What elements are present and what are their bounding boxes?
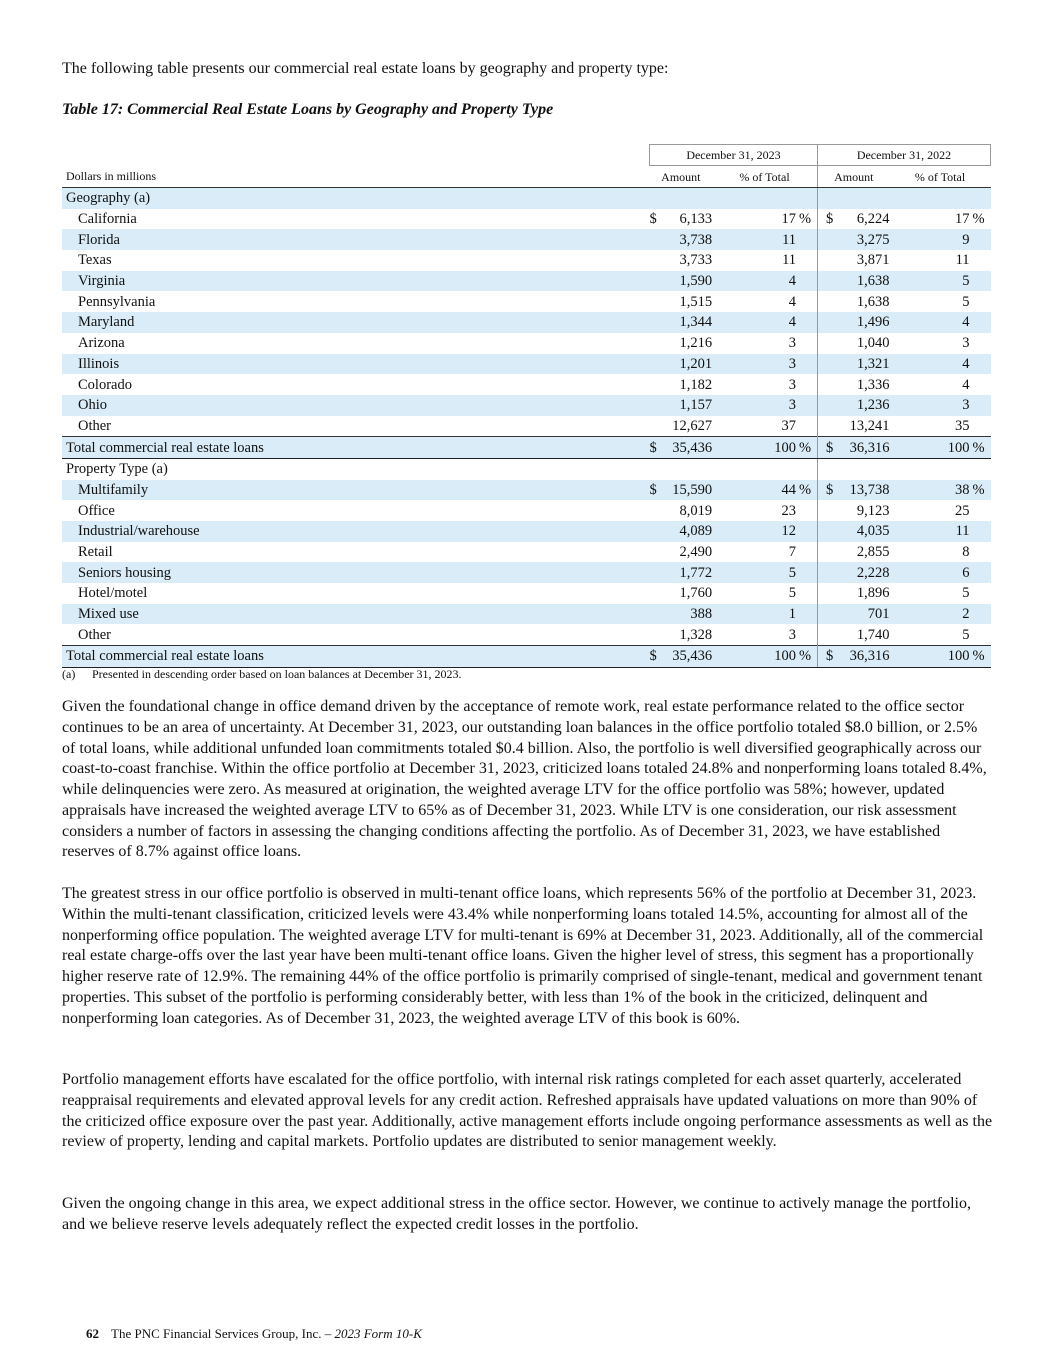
empty-cell — [712, 188, 796, 209]
empty-cell — [850, 188, 890, 209]
empty-cell — [970, 458, 991, 479]
empty-cell — [817, 188, 849, 209]
percent-symbol: % — [972, 211, 985, 228]
pct-2023: 4 — [788, 293, 797, 310]
percent-symbol — [970, 542, 991, 563]
pct-2022: 2 — [890, 604, 970, 625]
percent-symbol — [796, 521, 817, 542]
amount-2023: 1,760 — [679, 585, 713, 602]
footer-company: The PNC Financial Services Group, Inc. – — [111, 1326, 332, 1341]
row-label: Arizona — [78, 335, 125, 352]
row-label: Florida — [62, 229, 650, 250]
pct-2022: 4 — [890, 354, 970, 375]
amount-2022: 13,738 — [850, 480, 890, 501]
percent-symbol — [970, 521, 991, 542]
pct-2022: 8 — [962, 544, 970, 561]
empty-cell — [890, 188, 970, 209]
percent-symbol — [796, 229, 817, 250]
row-label: Maryland — [62, 312, 650, 333]
percent-symbol — [796, 312, 817, 333]
currency-symbol — [817, 354, 849, 375]
pct-2023: 100 — [712, 437, 796, 459]
amount-2023: 3,733 — [679, 252, 713, 269]
footer-form: 2023 Form 10-K — [334, 1326, 422, 1341]
currency-symbol — [650, 354, 670, 375]
currency-symbol — [650, 374, 670, 395]
amount-2023: 12,627 — [672, 417, 713, 434]
amount-2023: 6,133 — [679, 211, 713, 228]
currency-symbol — [650, 395, 670, 416]
currency-symbol: $ — [650, 646, 670, 668]
percent-symbol — [796, 374, 817, 395]
currency-symbol — [817, 500, 849, 521]
table-title: Table 17: Commercial Real Estate Loans by Geography and Property Type — [62, 101, 554, 118]
table-row — [62, 624, 991, 645]
amount-2023: 35,436 — [669, 437, 712, 459]
pct-2022: 11 — [955, 252, 970, 269]
percent-symbol — [970, 583, 991, 604]
amount-2023: 1,182 — [679, 376, 713, 393]
amount-2022: 1,236 — [850, 395, 890, 416]
amount-2022: 3,871 — [856, 252, 890, 269]
amount-2022: 6,224 — [856, 211, 890, 228]
currency-symbol — [650, 229, 670, 250]
pct-2022: 35 — [955, 417, 970, 434]
currency-symbol — [817, 229, 849, 250]
amount-2023: 3,738 — [669, 229, 712, 250]
amount-2023: 1,590 — [669, 271, 712, 292]
percent-symbol: % — [970, 646, 991, 668]
currency-symbol — [817, 583, 849, 604]
pct-2022: 3 — [962, 335, 970, 352]
currency-symbol: $ — [649, 211, 657, 228]
row-label: Seniors housing — [62, 562, 650, 583]
amount-2023: 1,515 — [679, 293, 713, 310]
amount-2022: 13,241 — [849, 417, 890, 434]
percent-symbol: % — [799, 211, 812, 228]
intro-text: The following table presents our commercial real estate loans by geography and property type: — [62, 60, 669, 77]
page-footer — [86, 1326, 422, 1342]
units-label: Dollars in millions — [62, 166, 650, 188]
pct-2022: 5 — [890, 271, 970, 292]
row-label: Multifamily — [62, 480, 650, 501]
amount-2022: 1,040 — [856, 335, 890, 352]
row-label: Other — [78, 626, 112, 643]
amount-2023: 1,344 — [669, 312, 712, 333]
percent-symbol — [796, 333, 817, 354]
table-row — [62, 500, 991, 521]
paragraph: Portfolio management efforts have escalated for the office portfolio, with internal risk ratings completed for each asset quarterly, accelerated reappraisal requirements and elevated approval levels for any credit action. Refreshed appraisals have updated valuations on more than 90% of the criticized office exposure over the past year. Additionally, active management efforts include ongoing performance assessments as well as the review of property, lending and capital markets. Portfolio updates are distributed to senior management weekly. — [62, 1071, 993, 1151]
currency-symbol — [817, 312, 849, 333]
pct-2022: 17 — [955, 211, 970, 228]
pct-2023: 3 — [788, 376, 797, 393]
empty-cell — [817, 458, 849, 479]
row-label: Industrial/warehouse — [62, 521, 650, 542]
pct-2023: 44 — [712, 480, 796, 501]
pct-2022-header: % of Total — [890, 166, 991, 188]
percent-symbol — [796, 271, 817, 292]
row-label: Pennsylvania — [78, 293, 156, 310]
row-label: Hotel/motel — [78, 585, 148, 602]
currency-symbol — [817, 542, 849, 563]
row-label: Texas — [78, 252, 112, 269]
amount-2023-header: Amount — [650, 166, 713, 188]
period-2023-header: December 31, 2023 — [650, 145, 818, 166]
percent-symbol — [970, 333, 991, 354]
paragraph: Given the foundational change in office demand driven by the acceptance of remote work, real estate performance related to the office sector continues to be an area of uncertainty. At December 31, 2023, our outstanding loan balances in the office portfolio totaled $8.0 billion, or 2.5% of total loans, while additional unfunded loan commitments totaled $0.4 billion. Also, the portfolio is well diversified geographically across our coast-to-coast franchise. Within the office portfolio at December 31, 2023, criticized loans totaled 24.8% and nonperforming loans totaled 8.4%, while delinquencies were zero. As measured at origination, the weighted average LTV for the office portfolio was 58%; however, updated appraisals have increased the weighted average LTV to 65% as of December 31, 2023. While LTV is one consideration, our risk assessment considers a number of factors in assessing the changing conditions affecting the portfolio. As of December 31, 2023, we have established reserves of 8.7% against office loans. — [62, 698, 987, 861]
pct-2023: 100 — [712, 646, 796, 668]
amount-2022: 4,035 — [850, 521, 890, 542]
footnote-text: Presented in descending order based on loan balances at December 31, 2023. — [92, 667, 462, 681]
table-row — [62, 604, 991, 625]
amount-2023: 8,019 — [679, 502, 713, 519]
currency-symbol — [817, 521, 849, 542]
pct-2022: 4 — [890, 312, 970, 333]
pct-2022: 6 — [890, 562, 970, 583]
pct-2022: 5 — [962, 585, 970, 602]
amount-2022: 2,228 — [850, 562, 890, 583]
currency-symbol — [817, 291, 849, 312]
table-row — [62, 291, 991, 312]
percent-symbol — [796, 291, 817, 312]
row-label: California — [78, 211, 137, 228]
percent-symbol — [970, 395, 991, 416]
percent-symbol — [796, 500, 817, 521]
row-label: Office — [78, 502, 115, 519]
table-row — [62, 395, 991, 416]
percent-symbol: % — [796, 437, 817, 459]
pct-2023: 4 — [712, 271, 796, 292]
pct-2022: 4 — [962, 376, 970, 393]
pct-2023: 17 — [781, 211, 797, 228]
empty-cell — [970, 188, 991, 209]
currency-symbol — [650, 271, 670, 292]
percent-symbol — [970, 312, 991, 333]
percent-symbol — [796, 395, 817, 416]
pct-2022: 5 — [962, 626, 970, 643]
table-row — [62, 229, 991, 250]
amount-2022: 1,896 — [856, 585, 890, 602]
row-label: Mixed use — [62, 604, 650, 625]
row-label: Illinois — [62, 354, 650, 375]
percent-symbol — [970, 291, 991, 312]
currency-symbol — [817, 271, 849, 292]
cre-loans-table — [62, 144, 991, 668]
pct-2023: 11 — [782, 252, 797, 269]
empty-cell — [669, 458, 712, 479]
currency-symbol — [650, 312, 670, 333]
total-row-geography — [62, 437, 991, 459]
amount-2023: 4,089 — [669, 521, 712, 542]
amount-2022: 2,855 — [856, 544, 890, 561]
currency-symbol — [817, 374, 849, 395]
pct-2023: 5 — [788, 585, 797, 602]
amount-2023: 1,201 — [669, 354, 712, 375]
row-label: Ohio — [62, 395, 650, 416]
amount-2022: 1,321 — [850, 354, 890, 375]
footnote — [62, 667, 462, 682]
empty-cell — [850, 458, 890, 479]
pct-2022: 11 — [890, 521, 970, 542]
table-row — [62, 480, 991, 501]
pct-2022: 3 — [890, 395, 970, 416]
table-row — [62, 209, 991, 230]
pct-2023: 37 — [781, 417, 797, 434]
pct-2022: 38 — [890, 480, 970, 501]
percent-symbol — [970, 250, 991, 271]
period-2022-header: December 31, 2022 — [817, 145, 990, 166]
table-row — [62, 354, 991, 375]
table-row — [62, 250, 991, 271]
currency-symbol: $ — [650, 437, 670, 459]
amount-2022: 9,123 — [856, 502, 890, 519]
currency-symbol — [817, 604, 849, 625]
amount-2023: 1,328 — [679, 626, 713, 643]
table-row — [62, 374, 991, 395]
currency-symbol — [650, 521, 670, 542]
pct-2023: 5 — [712, 562, 796, 583]
percent-symbol — [796, 250, 817, 271]
currency-symbol — [817, 250, 849, 271]
pct-2022: 100 — [890, 646, 970, 668]
pct-2022: 25 — [955, 502, 970, 519]
percent-symbol — [796, 562, 817, 583]
percent-symbol — [796, 354, 817, 375]
row-label: Virginia — [62, 271, 650, 292]
currency-symbol — [650, 624, 670, 645]
percent-symbol — [970, 354, 991, 375]
currency-symbol — [650, 583, 670, 604]
section-label: Geography (a) — [62, 188, 650, 209]
table-row — [62, 583, 991, 604]
percent-symbol — [796, 624, 817, 645]
table-row — [62, 562, 991, 583]
amount-2022: 36,316 — [850, 437, 890, 459]
percent-symbol: % — [796, 480, 817, 501]
percent-symbol — [970, 271, 991, 292]
currency-symbol — [650, 416, 670, 437]
percent-symbol — [970, 229, 991, 250]
amount-2023: 15,590 — [669, 480, 712, 501]
empty-cell — [796, 188, 817, 209]
currency-symbol — [817, 333, 849, 354]
pct-2023-header: % of Total — [712, 166, 817, 188]
amount-2022-header: Amount — [817, 166, 889, 188]
pct-2023: 3 — [712, 354, 796, 375]
amount-2022: 1,496 — [850, 312, 890, 333]
pct-2023: 4 — [712, 312, 796, 333]
currency-symbol: $ — [817, 437, 849, 459]
amount-2022: 701 — [850, 604, 890, 625]
percent-symbol — [796, 542, 817, 563]
currency-symbol: $ — [650, 480, 670, 501]
currency-symbol — [650, 542, 670, 563]
page-number: 62 — [86, 1326, 99, 1341]
percent-symbol — [970, 374, 991, 395]
table-row — [62, 416, 991, 437]
amount-2023: 1,216 — [679, 335, 713, 352]
section-geography — [62, 188, 991, 209]
row-label: Colorado — [78, 376, 132, 393]
percent-symbol — [796, 416, 817, 437]
percent-symbol: % — [970, 480, 991, 501]
currency-symbol: $ — [817, 209, 849, 230]
pct-2023: 23 — [781, 502, 797, 519]
amount-2022: 36,316 — [850, 646, 890, 668]
footnote-tag: (a) — [62, 667, 76, 681]
amount-2023: 2,490 — [679, 544, 713, 561]
percent-symbol — [970, 500, 991, 521]
currency-symbol — [650, 604, 670, 625]
pct-2023: 11 — [712, 229, 796, 250]
table-row — [62, 542, 991, 563]
currency-symbol — [650, 291, 670, 312]
percent-symbol — [970, 416, 991, 437]
table-header-periods — [62, 145, 991, 166]
empty-cell — [650, 458, 670, 479]
currency-symbol — [817, 395, 849, 416]
currency-symbol — [650, 333, 670, 354]
pct-2022: 9 — [890, 229, 970, 250]
paragraph: The greatest stress in our office portfolio is observed in multi-tenant office loans, which represents 56% of the portfolio at December 31, 2023. Within the multi-tenant classification, criticized levels were 43.4% while nonperforming loans totaled 14.5%, accounting for almost all of the nonperforming office population. The weighted average LTV for multi-tenant is 69% at December 31, 2023. Additionally, all of the commercial real estate charge-offs over the last year have been multi-tenant office loans. Given the higher level of stress, this segment has a proportionally higher reserve rate of 12.9%. The remaining 44% of the office portfolio is primarily comprised of single-tenant, medical and government tenant properties. This subset of the portfolio is performing considerably better, with less than 1% of the book in the criticized, delinquent and nonperforming loan categories. As of December 31, 2023, the weighted average LTV of this book is 60%. — [62, 885, 984, 1027]
amount-2023: 388 — [669, 604, 712, 625]
currency-symbol: $ — [817, 646, 849, 668]
paragraph: Given the ongoing change in this area, we expect additional stress in the office sector. However, we continue to actively manage the portfolio, and we believe reserve levels adequately reflect the expected credit losses in the portfolio. — [62, 1195, 971, 1233]
amount-2023: 1,157 — [669, 395, 712, 416]
amount-2022: 1,740 — [856, 626, 890, 643]
percent-symbol — [796, 583, 817, 604]
empty-cell — [712, 458, 796, 479]
percent-symbol — [970, 604, 991, 625]
pct-2022: 100 — [890, 437, 970, 459]
percent-symbol: % — [796, 646, 817, 668]
pct-2023: 12 — [712, 521, 796, 542]
table-header-columns — [62, 166, 991, 188]
pct-2023: 1 — [712, 604, 796, 625]
row-label: Total commercial real estate loans — [62, 646, 650, 668]
amount-2022: 3,275 — [850, 229, 890, 250]
pct-2023: 7 — [788, 544, 797, 561]
currency-symbol — [817, 562, 849, 583]
pct-2023: 3 — [712, 395, 796, 416]
currency-symbol — [817, 416, 849, 437]
section-property-type — [62, 458, 991, 479]
currency-symbol — [817, 624, 849, 645]
table-row — [62, 333, 991, 354]
amount-2022: 1,638 — [856, 293, 890, 310]
currency-symbol: $ — [817, 480, 849, 501]
row-label: Retail — [78, 544, 113, 561]
amount-2023: 35,436 — [669, 646, 712, 668]
percent-symbol — [796, 604, 817, 625]
table-row — [62, 521, 991, 542]
currency-symbol — [650, 562, 670, 583]
amount-2022: 1,336 — [856, 376, 890, 393]
percent-symbol — [970, 562, 991, 583]
currency-symbol — [650, 250, 670, 271]
percent-symbol — [970, 624, 991, 645]
pct-2023: 3 — [788, 335, 797, 352]
section-label: Property Type (a) — [66, 461, 168, 478]
empty-cell — [650, 188, 670, 209]
pct-2023: 3 — [788, 626, 797, 643]
table-row — [62, 271, 991, 292]
table-row — [62, 312, 991, 333]
percent-symbol: % — [970, 437, 991, 459]
pct-2022: 5 — [962, 293, 970, 310]
row-label: Total commercial real estate loans — [62, 437, 650, 459]
empty-cell — [669, 188, 712, 209]
amount-2023: 1,772 — [669, 562, 712, 583]
amount-2022: 1,638 — [850, 271, 890, 292]
empty-cell — [796, 458, 817, 479]
empty-cell — [890, 458, 970, 479]
row-label: Other — [78, 417, 112, 434]
total-row-property — [62, 646, 991, 668]
currency-symbol — [650, 500, 670, 521]
